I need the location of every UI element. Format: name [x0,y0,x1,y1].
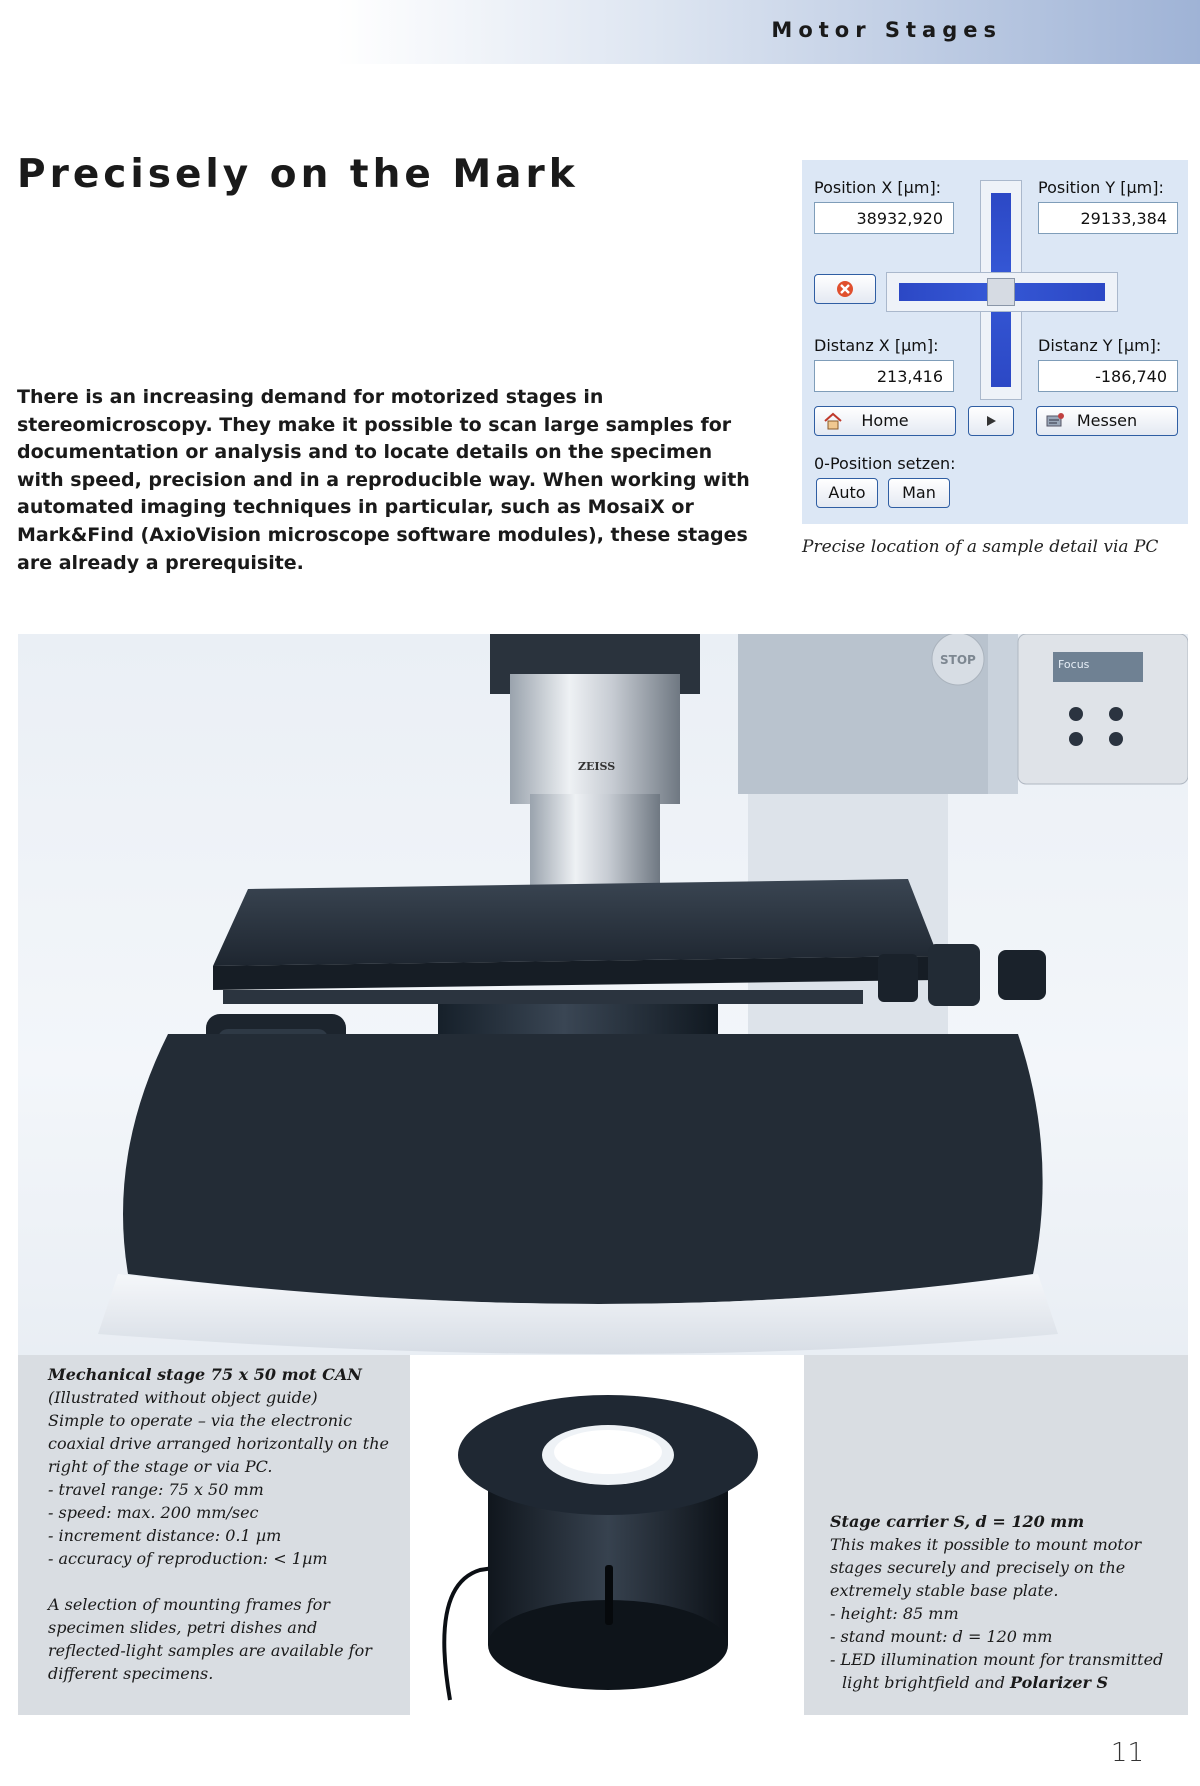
mechanical-stage-subtitle: (Illustrated without object guide) [48,1388,318,1407]
stage-carrier-illustration [410,1355,804,1715]
panel-caption: Precise location of a sample detail via PC [802,537,1159,557]
joystick-center[interactable] [987,278,1015,306]
mechanical-stage-title: Mechanical stage 75 x 50 mot CAN [48,1365,362,1384]
cancel-button[interactable] [814,274,876,304]
led-item-cont [830,1671,1180,1694]
spec-item: - stand mount: d = 120 mm [830,1627,1053,1646]
play-icon [984,414,998,428]
led-item-text: light brightfield and [842,1673,1005,1692]
home-label: Home [861,411,909,430]
measure-label: Messen [1076,411,1138,430]
zero-position-label: 0-Position setzen: [814,454,956,473]
stage-carrier-title: Stage carrier S, d = 120 mm [830,1512,1085,1531]
section-title: Motor Stages [771,18,1002,42]
intro-paragraph: There is an increasing demand for motorized stages in stereomicroscopy. They make it possible to scan large samples for documentation or analysis and to locate details on the specimen with speed, precision and in a reproducible way. When working with automated imaging techniques in particular, such as MosaiX or Mark&Find (AxioVision microscope software modules), these stages are already a prerequisite. [17,386,750,574]
position-x-label: Position X [µm]: [814,178,942,197]
distance-y-label: Distanz Y [µm]: [1038,336,1162,355]
home-icon [823,412,843,430]
spec-item: - increment distance: 0.1 µm [48,1526,282,1545]
spec-item: - travel range: 75 x 50 mm [48,1480,264,1499]
spec-item: - accuracy of reproduction: < 1µm [48,1549,328,1568]
page-number: 11 [1110,1738,1144,1768]
microscope-illustration [18,634,1188,1355]
distance-y-field[interactable]: -186,740 [1038,360,1178,392]
stage-carrier-photo [410,1355,804,1715]
measure-icon [1045,412,1065,430]
spec-item: - speed: max. 200 mm/sec [48,1503,259,1522]
distance-x-label: Distanz X [µm]: [814,336,939,355]
stop-label: STOP [940,653,976,667]
mounting-frames-note: A selection of mounting frames for specimen slides, petri dishes and reflected-light samples are available for different specimens. [48,1595,372,1683]
focus-display: Focus [1058,658,1090,671]
home-button[interactable] [814,406,956,436]
position-y-label: Position Y [µm]: [1038,178,1164,197]
mechanical-stage-description [48,1363,400,1685]
position-y-field[interactable]: 29133,384 [1038,202,1178,234]
close-icon [834,278,856,300]
zeiss-lens-label: ZEISS [578,760,616,773]
manual-button[interactable]: Man [888,478,950,508]
polarizer-name: Polarizer S [1010,1673,1109,1692]
stage-carrier-desc: This makes it possible to mount motor stages securely and precisely on the extremely stable base plate. [830,1535,1142,1600]
distance-x-field[interactable]: 213,416 [814,360,954,392]
stage-carrier-description [830,1510,1180,1694]
measure-button[interactable] [1036,406,1178,436]
header-bar [0,0,1200,64]
play-button[interactable] [968,406,1014,436]
led-item: - LED illumination mount for transmitted [830,1650,1164,1669]
position-x-field[interactable]: 38932,920 [814,202,954,234]
microscope-photo [18,634,1188,1355]
spec-item: - height: 85 mm [830,1604,959,1623]
mechanical-stage-desc: Simple to operate – via the electronic coaxial drive arranged horizontally on the right of the stage or via PC. [48,1411,389,1476]
page-headline: Precisely on the Mark [17,152,579,197]
auto-button[interactable]: Auto [816,478,878,508]
